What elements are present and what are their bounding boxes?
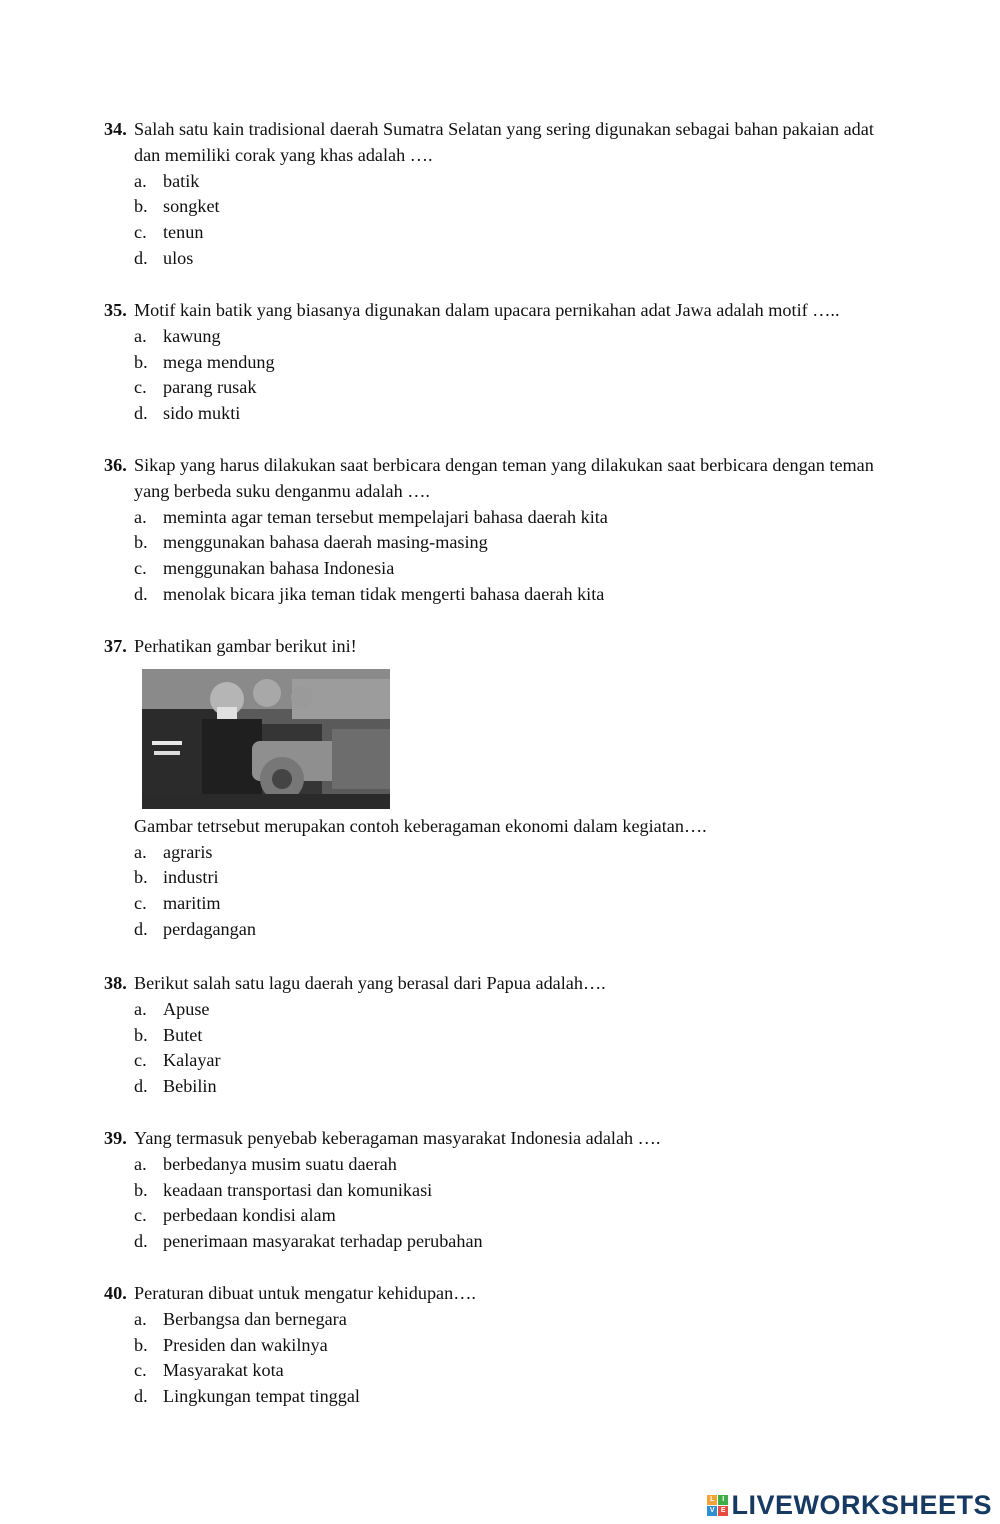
option-a[interactable] xyxy=(134,169,904,195)
option-letter: b. xyxy=(134,867,148,888)
option-c[interactable] xyxy=(134,891,904,917)
option-a[interactable] xyxy=(134,1152,904,1178)
option-b[interactable] xyxy=(134,530,904,556)
question-number: 34. xyxy=(104,119,127,139)
option-letter: d. xyxy=(134,1076,148,1097)
option-text: Butet xyxy=(163,1024,203,1045)
option-b[interactable] xyxy=(134,865,904,891)
question-text: Yang termasuk penyebab keberagaman masyarakat Indonesia adalah …. xyxy=(134,1128,661,1148)
option-a[interactable] xyxy=(134,1307,904,1333)
question-stem xyxy=(104,634,904,660)
question-35 xyxy=(104,298,904,427)
option-c[interactable] xyxy=(134,1048,904,1074)
option-text: meminta agar teman tersebut mempelajari bahasa daerah kita xyxy=(163,506,608,527)
option-letter: d. xyxy=(134,247,148,268)
option-letter: c. xyxy=(134,377,147,398)
option-text: Berbangsa dan bernegara xyxy=(163,1308,347,1329)
option-letter: c. xyxy=(134,1360,147,1381)
question-text: Salah satu kain tradisional daerah Sumatra Selatan yang sering digunakan sebagai bahan pakaian adat dan memiliki corak yang khas adalah …. xyxy=(134,119,874,165)
option-c[interactable] xyxy=(134,220,904,246)
option-list xyxy=(104,1152,904,1255)
option-letter: c. xyxy=(134,1050,147,1071)
option-list xyxy=(104,997,904,1100)
option-letter: a. xyxy=(134,1153,147,1174)
question-followup: Gambar tetrsebut merupakan contoh keberagaman ekonomi dalam kegiatan…. xyxy=(134,815,707,836)
option-text: Lingkungan tempat tinggal xyxy=(163,1386,360,1407)
option-letter: d. xyxy=(134,403,148,424)
option-letter: c. xyxy=(134,893,147,914)
option-letter: a. xyxy=(134,1308,147,1329)
option-text: Kalayar xyxy=(163,1050,221,1071)
question-text: Motif kain batik yang biasanya digunakan dalam upacara pernikahan adat Jawa adalah motif ….. xyxy=(134,300,840,320)
option-list xyxy=(104,324,904,427)
option-letter: a. xyxy=(134,325,147,346)
option-letter: d. xyxy=(134,918,148,939)
option-text: batik xyxy=(163,170,200,191)
option-text: kawung xyxy=(163,325,221,346)
option-b[interactable] xyxy=(134,350,904,376)
logo-mark-i: I xyxy=(718,1495,728,1505)
option-text: Presiden dan wakilnya xyxy=(163,1334,328,1355)
logo-mark-e: E xyxy=(718,1506,728,1516)
option-text: menggunakan bahasa daerah masing-masing xyxy=(163,532,488,553)
option-letter: c. xyxy=(134,222,147,243)
option-letter: a. xyxy=(134,506,147,527)
option-letter: b. xyxy=(134,1024,148,1045)
option-letter: b. xyxy=(134,1179,148,1200)
option-text: Masyarakat kota xyxy=(163,1360,284,1381)
option-text: menggunakan bahasa Indonesia xyxy=(163,558,395,579)
question-number: 39. xyxy=(104,1128,127,1148)
question-37 xyxy=(104,634,904,943)
option-text: keadaan transportasi dan komunikasi xyxy=(163,1179,433,1200)
liveworksheets-logo-icon xyxy=(707,1495,728,1516)
liveworksheets-logo[interactable] xyxy=(707,1490,992,1520)
question-stem xyxy=(104,453,904,505)
question-stem xyxy=(104,117,904,169)
question-stem xyxy=(104,1126,904,1152)
option-text: menolak bicara jika teman tidak mengerti bahasa daerah kita xyxy=(163,583,605,604)
option-letter: b. xyxy=(134,532,148,553)
option-d[interactable] xyxy=(134,582,904,608)
option-text: berbedanya musim suatu daerah xyxy=(163,1153,397,1174)
option-d[interactable] xyxy=(134,1074,904,1100)
option-text: mega mendung xyxy=(163,351,275,372)
option-c[interactable] xyxy=(134,375,904,401)
option-text: sido mukti xyxy=(163,403,241,424)
option-text: perdagangan xyxy=(163,918,256,939)
option-b[interactable] xyxy=(134,1333,904,1359)
option-a[interactable] xyxy=(134,324,904,350)
question-38 xyxy=(104,971,904,1100)
option-a[interactable] xyxy=(134,997,904,1023)
option-text: songket xyxy=(163,196,220,217)
question-number: 35. xyxy=(104,300,127,320)
question-39 xyxy=(104,1126,904,1255)
option-b[interactable] xyxy=(134,1023,904,1049)
option-text: perbedaan kondisi alam xyxy=(163,1205,336,1226)
option-letter: d. xyxy=(134,583,148,604)
option-letter: b. xyxy=(134,196,148,217)
option-c[interactable] xyxy=(134,556,904,582)
question-stem xyxy=(104,298,904,324)
question-number: 36. xyxy=(104,455,127,475)
question-text: Peraturan dibuat untuk mengatur kehidupan…. xyxy=(134,1283,476,1303)
option-b[interactable] xyxy=(134,1178,904,1204)
option-b[interactable] xyxy=(134,194,904,220)
option-text: ulos xyxy=(163,247,194,268)
option-a[interactable] xyxy=(134,840,904,866)
question-text: Sikap yang harus dilakukan saat berbicara dengan teman yang dilakukan saat berbicara dengan teman yang berbeda suku denganmu adalah …. xyxy=(134,455,874,501)
option-letter: c. xyxy=(134,1205,147,1226)
option-a[interactable] xyxy=(134,505,904,531)
option-list xyxy=(104,505,904,608)
option-text: Apuse xyxy=(163,998,210,1019)
option-letter: b. xyxy=(134,1334,148,1355)
option-d[interactable] xyxy=(134,917,904,943)
option-text: penerimaan masyarakat terhadap perubahan xyxy=(163,1231,483,1252)
option-letter: b. xyxy=(134,351,148,372)
question-number: 38. xyxy=(104,973,127,993)
option-letter: d. xyxy=(134,1231,148,1252)
question-text: Berikut salah satu lagu daerah yang berasal dari Papua adalah…. xyxy=(134,973,606,993)
option-text: parang rusak xyxy=(163,377,257,398)
question-stem xyxy=(104,1281,904,1307)
factory-workers-photo xyxy=(142,669,390,809)
option-d[interactable] xyxy=(134,1384,904,1410)
option-text: agraris xyxy=(163,841,213,862)
option-c[interactable] xyxy=(134,1203,904,1229)
option-letter: a. xyxy=(134,998,147,1019)
question-text: Perhatikan gambar berikut ini! xyxy=(134,636,357,656)
option-text: industri xyxy=(163,867,219,888)
option-letter: c. xyxy=(134,558,147,579)
logo-text: LIVEWORKSHEETS xyxy=(731,1489,992,1520)
option-c[interactable] xyxy=(134,1358,904,1384)
option-d[interactable] xyxy=(134,401,904,427)
logo-mark-l: L xyxy=(707,1495,717,1505)
question-stem xyxy=(104,971,904,997)
option-d[interactable] xyxy=(134,246,904,272)
question-number: 37. xyxy=(104,636,127,656)
option-list xyxy=(104,840,904,943)
option-list xyxy=(104,1307,904,1410)
option-d[interactable] xyxy=(134,1229,904,1255)
option-letter: d. xyxy=(134,1386,148,1407)
question-36 xyxy=(104,453,904,608)
option-list xyxy=(104,169,904,272)
option-text: maritim xyxy=(163,893,221,914)
question-40 xyxy=(104,1281,904,1410)
option-letter: a. xyxy=(134,170,147,191)
option-letter: a. xyxy=(134,841,147,862)
question-number: 40. xyxy=(104,1283,127,1303)
option-text: Bebilin xyxy=(163,1076,217,1097)
option-text: tenun xyxy=(163,222,204,243)
logo-mark-v: V xyxy=(707,1506,717,1516)
factory-workers-illustration xyxy=(142,669,390,809)
question-34 xyxy=(104,117,904,272)
